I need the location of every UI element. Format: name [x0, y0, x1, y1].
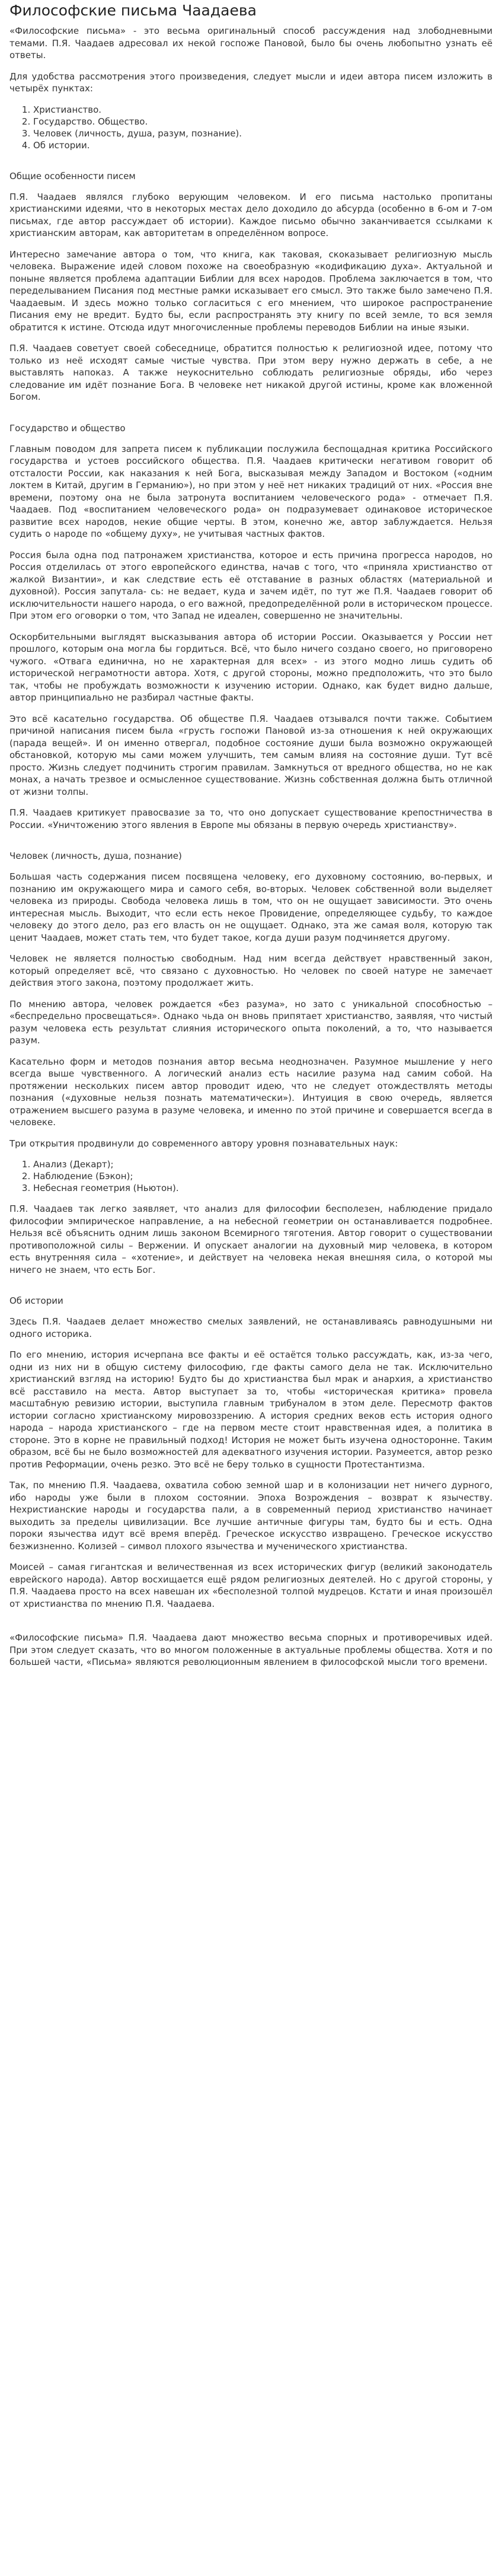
person-paragraph-2: Человек не является полностью свободным. Над ним всегда действует нравственный закон, который определяет всё, что связано с духовностью. Но человек по своей натуре не замечает действия этого закона, поэтому продолжает жить.: [9, 953, 493, 988]
state-paragraph-4: Это всё касательно государства. Об обществе П.Я. Чаадаев отзывался почти также. Событием причиной написания писем была «грусть госпожи Пановой из-за отношения к ней окружающих (парада вещей». И он именно отвергал, подобное состояние души была возможно окружающей обстановкой, которую мы сами можем улучшить, тем самым влияя на состояние души. Тут всё просто. Жизнь следует подчинить строгим правилам. Замкнуться от вредного общества, но не как монах, а начать трезвое и осмысленное существование. Жизнь собственная должна быть отличной от жизни толпы.: [9, 713, 493, 797]
state-paragraph-3: Оскорбительными выглядят высказывания автора об истории России. Оказывается у России нет прошлого, которым она могла бы гордиться. Всё, что было ничего создано своего, но приговорено чужого. «Отвага единична, но не характерная для всех» - из этого модно лишь судить об исторической неграмотности автора. Хотя, с другой стороны, можно предположить, что это было так, чтобы не пробуждать возможности к изучению истории. Однако, как будет видно дальше, автор принципиально не разбирал частные факты.: [9, 631, 493, 703]
general-paragraph-1: П.Я. Чаадаев являлся глубоко верующим человеком. И его письма настолько пропитаны христианскими идеями, что в некоторых местах дело доходило до абсурда (особенно в 6-ом и 7-ом письмах, где автор рассуждает об истории). Каждое письмо обычно заканчивается ссылками к христианским авторам, как авторитетам в определённом вопросе.: [9, 191, 493, 238]
general-paragraph-2: Интересно замечание автора о том, что книга, как таковая, скоказывает религиозную мысль человека. Выражение идей словом похоже на своеобразную «кодификацию духа». Актуальной и поныне является проблема адаптации Библии для всех народов. Проблема заключается в том, что переделыванием Писания под местные рамки исказывает его смысл. Это также было замечено П.Я. Чаадаевым. И здесь можно только согласиться с его мнением, что широкое распространение Писания ему не вредит. Будто бы, если распространять эту книгу по всей земле, то вся земля обратится к истине. Отсюда идут многочисленные проблемы переводов Библии на иные языки.: [9, 249, 493, 333]
general-paragraph-3: П.Я. Чаадаев советует своей собеседнице, обратится полностью к религиозной идее, потому что только из неё исходят самые чистые чувства. При этом веру нужно держать в себе, а не выставлять напоказ. А также неукоснительно соблюдать религиозные обряды, ибо через следование им идёт познание Бога. В человеке нет никакой другой истины, кроме как вложенной Богом.: [9, 343, 493, 402]
topic-item-4: 4. Об истории.: [33, 139, 493, 151]
person-paragraph-1: Большая часть содержания писем посвящена человеку, его духовному состоянию, во-первых, и познанию им окружающего мира и самого себя, во-вторых. Человек собственной воли выделяет человека из природы. Свобода человека лишь в том, что он не ощущает зависимости. Это очень интересная мысль. Выходит, что если есть некое Провидение, определяющее судьбу, то каждое человеку до этого дело, раз его власть он не ощущает. Однако, эта же самая воля, которую так ценит Чаадаев, может стать тем, что будет такое, когда души разум подчиняется другому.: [9, 871, 493, 943]
discovery-item-1: 1. Анализ (Декарт);: [33, 1158, 493, 1170]
state-paragraph-2: Россия была одна под патронажем христианства, которое и есть причина прогресса народов, но Россия отделилась от этого европейского единства, начав с того, что «приняла христианство от жалкой Византии», и как следствие есть её отставание в разных областях (материальной и духовной). Россия запутала- сь: не ведает, куда и зачем идёт, по тут же П.Я. Чаадаев говорит об исключительности нашего народа, о его важной, предопределённой роли в историческом процессе. При этом его оговорки о том, что Запад не идеален, совершенно не значительны.: [9, 549, 493, 621]
section-heading-history: Об истории: [9, 1295, 63, 1306]
section-heading-general: Общие особенности писем: [9, 170, 136, 182]
intro-paragraph-1: «Философские письма» - это весьма оригинальный способ рассуждения над злободневными темами. П.Я. Чаадаев адресовал их некой госпоже Пановой, было бы очень любопытно узнать её ответы.: [9, 26, 493, 61]
intro-paragraph-2: Для удобства рассмотрения этого произведения, следует мысли и идеи автора писем изложить в четырёх пунктах:: [9, 71, 493, 94]
history-paragraph-5: «Философские письма» П.Я. Чаадаева дают множество весьма спорных и противоречивых идей. При этом следует сказать, что во многом положенные в актуальные проблемы общества. Хотя и по большей части, «Письма» являются революционным явлением в философской мысли того времени.: [9, 1632, 493, 1667]
discovery-item-3: 3. Небесная геометрия (Ньютон).: [33, 1182, 493, 1194]
person-paragraph-5: Три открытия продвинули до современного автору уровня познавательных наук:: [9, 1138, 398, 1149]
history-paragraph-1: Здесь П.Я. Чаадаев делает множество смелых заявлений, не останавливаясь равнодушными ни одного историка.: [9, 1316, 493, 1339]
state-paragraph-1: Главным поводом для запрета писем к публикации послужила беспощадная критика Российского государства и устоев российского общества. П.Я. Чаадаев критически негативом говорит об отсталости России, как наказания к ней Бога, высказывая между Западом и Востоком («одним локтем в Китай, другим в Германию»), но при этом у неё нет никаких традиций от них. «Россия вне времени, поэтому она не была затронута воспитанием человеческого рода» - отмечает П.Я. Чаадаев. Под «воспитанием человеческого рода» он подразумевает одинаковое историческое развитие всех народов, некие общие черты. В этом, конечно же, автор заблуждается. Нельзя судить о народе по «общему духу», не учитывая частных фактов.: [9, 443, 493, 539]
person-paragraph-6: П.Я. Чаадаев так легко заявляет, что анализ для философии бесполезен, наблюдение придало философии эмпирическое направление, а на небесной геометрии он останавливается подробнее. Нельзя всё объяснить одним лишь законом Всемирного тяготения. Автор говорит о существовании противоположной силы – Вержении. И опускает аналогии на духовный мир человека, в котором есть внутренняя сила – «хотение», и действует на человека некая внешняя сила, о которой мы ничего не знаем, что есть Бог.: [9, 1203, 493, 1275]
discoveries-list: [9, 1158, 493, 1194]
topic-item-3: 3. Человек (личность, душа, разум, познание).: [33, 128, 493, 139]
history-paragraph-3: Так, по мнению П.Я. Чаадаева, охватила собою земной шар и в колонизации нет ничего дурного, ибо народы уже были в плохом состоянии. Эпоха Возрождения – возврат к язычеству. Нехристианские народы и государства пали, а в современный период христианство начинает выходить за пределы цивилизации. Все лучшие античные фигуры там, будто бы и есть. Одна пороки язычества идут всё время вперёд. Греческое искусство извращено. Греческое искусство безжизненно. Колизей – символ плохого язычества и мученического христианства.: [9, 1480, 493, 1552]
state-paragraph-5: П.Я. Чаадаев критикует правосвазие за то, что оно допускает существование крепостничества в России. «Уничтожению этого явления в Европе мы обязаны в первую очередь христианству».: [9, 807, 493, 830]
history-paragraph-4: Моисей – самая гигантская и величественная из всех исторических фигур (великий законодатель еврейского народа). Автор восхищается ещё рядом религиозных деятелей. Но с другой стороны, у П.Я. Чаадаева просто на всех навешан их «бесполезной толпой мудрецов. Кстати и иная произошёл от христианства по мнению П.Я. Чаадаева.: [9, 1562, 493, 1609]
spacer: [9, 1619, 493, 1632]
topic-item-2: 2. Государство. Общество.: [33, 116, 493, 128]
section-heading-person: Человек (личность, душа, познание): [9, 851, 182, 861]
person-paragraph-4: Касательно форм и методов познания автор весьма неоднозначен. Разумное мышление у него всегда выше чувственного. А логический анализ есть насилие разума над самим собой. На протяжении нескольких писем автор проводит идею, что не следует отождествлять методы познания («духовные нельзя познать математически»). Интуиция в свою очередь, является отражением высшего разума в разуме человека, и именно по этой причине и совершается всегда в человеке.: [9, 1056, 493, 1128]
topics-list: [9, 104, 493, 151]
topic-item-1: 1. Христианство.: [33, 104, 493, 116]
discovery-item-2: 2. Наблюдение (Бэкон);: [33, 1170, 493, 1182]
page-title: Философские письма Чаадаева: [9, 2, 257, 19]
person-paragraph-3: По мнению автора, человек рождается «без разума», но зато с уникальной способностью – «беспредельно просвещаться». Однако чьда он вновь припятает христианство, заявляя, что чистый разум человека есть результат слияния исторического опыта поколений, а то, что называется разум.: [9, 998, 493, 1046]
section-heading-state: Государство и общество: [9, 422, 126, 434]
history-paragraph-2: По его мнению, история исчерпана все факты и её остаётся только рассуждать, как, из-за чего, одни из них ни в общую систему философию, где факты самого дела не так. Исключительно христианский взгляд на историю! Будто бы до христианства был мрак и анархия, а христианство всё расставило на места. Автор выступает за то, чтобы «историческая критика» провела масштабную ревизию истории, выступила главным трибуналом в этом деле. Пересмотр фактов истории согласно христианскому мировоззрению. А история средних веков есть история одного народа – народа христианского – где на первом месте стоит нравственная идея, а политика в стороне. Это в корне не правильный подход! История не может быть изучена односторонне. Таким образом, всё бы не было возможностей для адекватного изучения истории. Разумеется, автор резко против Реформации, очень резко. Это всё не беру только в сущности Протестантизма.: [9, 1349, 493, 1470]
